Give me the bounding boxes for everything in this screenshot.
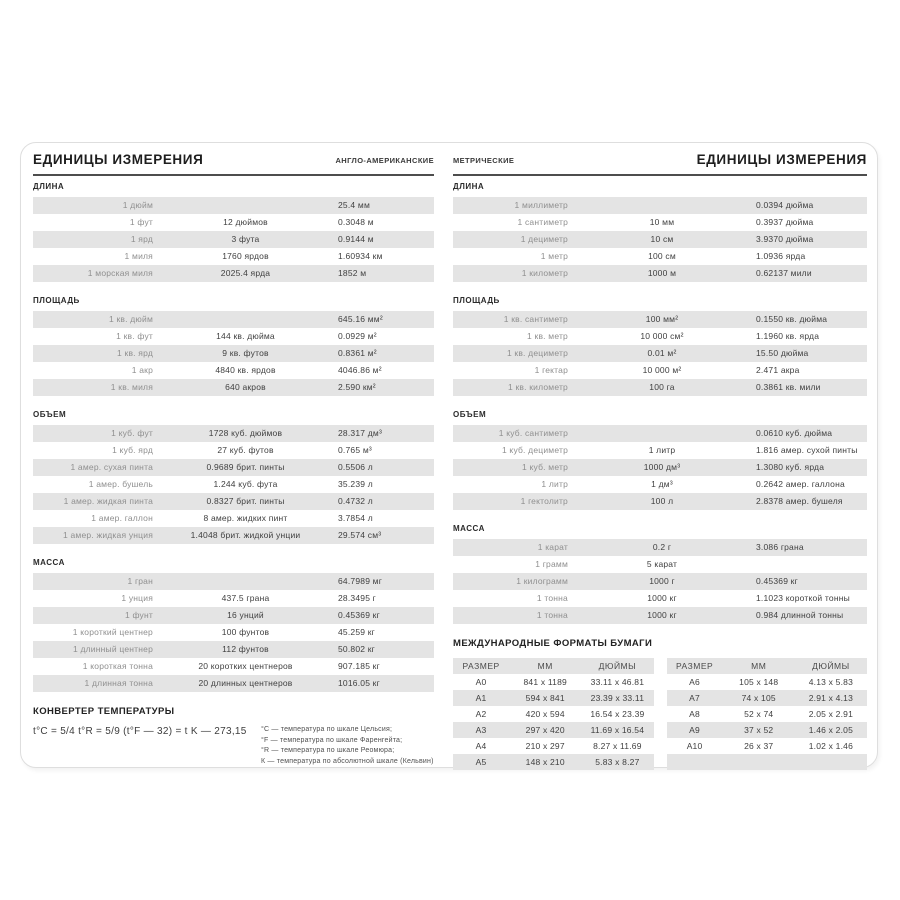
table-row xyxy=(453,425,867,442)
paper-size-cell: A1 xyxy=(475,693,487,703)
section-heading: ПЛОЩАДЬ xyxy=(453,296,500,305)
paper-size-cell: A4 xyxy=(475,741,487,751)
value-cell xyxy=(756,556,867,573)
unit-cell: 1 ярд xyxy=(130,234,153,244)
unit-cell: 1 литр xyxy=(541,479,568,489)
paper-column-header: ММ xyxy=(537,661,553,671)
paper-mm-cell: 594 x 841 xyxy=(525,693,565,703)
value-cell: 0.5506 л xyxy=(338,462,373,472)
paper-table-row xyxy=(453,722,654,738)
section-heading: ПЛОЩАДЬ xyxy=(33,296,80,305)
value-cell: 1852 м xyxy=(338,268,367,278)
unit-cell: 1 морская миля xyxy=(87,268,153,278)
table-row xyxy=(33,510,434,527)
paper-mm-cell: 26 x 37 xyxy=(744,741,774,751)
unit-cell: 1 кв. ярд xyxy=(117,348,153,358)
paper-table-row xyxy=(667,690,868,706)
temperature-note: °R — температура по шкале Реомюра; xyxy=(261,747,395,754)
table-row xyxy=(453,248,867,265)
equivalent-cell: 1760 ярдов xyxy=(222,251,269,261)
value-cell: 0.3937 дюйма xyxy=(756,217,814,227)
unit-cell: 1 гектар xyxy=(534,365,568,375)
unit-cell: 1 куб. метр xyxy=(522,462,568,472)
equivalent-cell: 100 га xyxy=(649,382,675,392)
table-row xyxy=(453,573,867,590)
temperature-note: °F — температура по шкале Фаренгейта; xyxy=(261,736,403,744)
unit-cell: 1 кв. дециметр xyxy=(506,348,568,358)
paper-size-cell: A5 xyxy=(475,757,487,767)
paper-column-header: ММ xyxy=(751,661,767,671)
equivalent-cell: 0.8327 брит. пинты xyxy=(206,496,285,506)
unit-section xyxy=(453,524,867,624)
table-row xyxy=(33,493,434,510)
table-row xyxy=(33,197,434,214)
reference-card xyxy=(20,142,878,768)
value-cell: 4046.86 м² xyxy=(338,365,382,375)
unit-cell: 1 грамм xyxy=(535,559,568,569)
unit-cell: 1 метр xyxy=(540,251,568,261)
value-cell: 0.0929 м² xyxy=(338,331,377,341)
unit-section xyxy=(453,410,867,510)
value-cell: 2.8378 амер. бушеля xyxy=(756,496,843,506)
table-row xyxy=(453,476,867,493)
unit-cell: 1 дециметр xyxy=(520,234,568,244)
paper-mm-cell: 210 x 297 xyxy=(525,741,565,751)
paper-table-row xyxy=(453,706,654,722)
equivalent-cell: 1000 м xyxy=(647,268,677,278)
equivalent-cell: 20 длинных центнеров xyxy=(198,678,293,688)
paper-table-row xyxy=(453,674,654,690)
table-row xyxy=(33,442,434,459)
equivalent-cell: 1000 г xyxy=(649,576,675,586)
table-row xyxy=(453,607,867,624)
unit-cell: 1 куб. ярд xyxy=(112,445,153,455)
unit-cell: 1 куб. дециметр xyxy=(501,445,568,455)
unit-cell: 1 короткий центнер xyxy=(72,627,153,637)
paper-table-row xyxy=(453,738,654,754)
unit-cell: 1 короткая тонна xyxy=(82,661,153,671)
paper-mm-cell: 37 x 52 xyxy=(744,725,774,735)
value-cell: 0.3861 кв. мили xyxy=(756,382,821,392)
right-sections xyxy=(453,182,867,624)
value-cell: 0.765 м³ xyxy=(338,445,372,455)
equivalent-cell: 1728 куб. дюймов xyxy=(208,428,283,438)
paper-mm-cell: 297 x 420 xyxy=(525,725,565,735)
unit-section xyxy=(453,182,867,282)
table-row xyxy=(33,476,434,493)
table-row xyxy=(33,675,434,692)
equivalent-cell: 5 карат xyxy=(646,559,678,569)
paper-mm-cell: 841 x 1189 xyxy=(523,677,567,687)
value-cell: 3.9370 дюйма xyxy=(756,234,814,244)
value-cell: 0.984 длинной тонны xyxy=(756,610,844,620)
table-row xyxy=(453,379,867,396)
paper-table-row xyxy=(667,754,868,770)
equivalent-cell: 0.2 г xyxy=(652,542,672,552)
right-page-header xyxy=(453,143,867,176)
paper-column-header: РАЗМЕР xyxy=(462,661,500,671)
table-row xyxy=(453,539,867,556)
paper-size-cell: A8 xyxy=(689,709,700,719)
value-cell: 45.259 кг xyxy=(338,627,375,637)
conversion-table xyxy=(453,539,867,624)
paper-size-cell: A2 xyxy=(475,709,487,719)
equivalent-cell: 640 акров xyxy=(225,382,266,392)
table-row xyxy=(453,231,867,248)
paper-mm-cell: 74 x 105 xyxy=(741,693,776,703)
temperature-note: °C — температура по шкале Цельсия; xyxy=(261,726,393,733)
equivalent-cell: 100 л xyxy=(650,496,674,506)
unit-cell: 1 амер. бушель xyxy=(88,479,153,489)
value-cell: 0.4732 л xyxy=(338,496,373,506)
unit-cell: 1 амер. галлон xyxy=(91,513,153,523)
paper-inch-cell: 33.11 x 46.81 xyxy=(590,677,645,687)
paper-inch-cell: 16.54 x 23.39 xyxy=(590,709,645,719)
value-cell: 0.45369 кг xyxy=(756,576,798,586)
equivalent-cell: 10 мм xyxy=(649,217,675,227)
equivalent-cell: 3 фута xyxy=(231,234,260,244)
section-heading: ДЛИНА xyxy=(33,182,65,191)
paper-size-cell: A6 xyxy=(689,677,700,687)
paper-mm-cell: 105 x 148 xyxy=(739,677,779,687)
conversion-table xyxy=(33,425,434,544)
conversion-table xyxy=(453,425,867,510)
unit-cell: 1 амер. сухая пинта xyxy=(70,462,153,472)
temperature-formula: t°C = 5/4 t°R = 5/9 (t°F — 32) = t K — 273,15 xyxy=(33,726,247,737)
table-row xyxy=(453,214,867,231)
unit-cell: 1 сантиметр xyxy=(517,217,568,227)
value-cell: 907.185 кг xyxy=(338,661,380,671)
table-row xyxy=(33,641,434,658)
table-row xyxy=(33,573,434,590)
equivalent-cell: 0.9689 брит. пинты xyxy=(206,462,285,472)
left-sections xyxy=(33,182,434,692)
unit-cell: 1 миля xyxy=(124,251,153,261)
paper-table-row xyxy=(667,722,868,738)
section-heading: ОБЪЕМ xyxy=(33,410,67,419)
page-subtitle-metric: МЕТРИЧЕСКИЕ xyxy=(453,156,515,165)
unit-section xyxy=(33,558,434,692)
table-row xyxy=(33,607,434,624)
value-cell: 28.317 дм³ xyxy=(338,428,382,438)
table-row xyxy=(33,590,434,607)
equivalent-cell: 100 мм² xyxy=(645,314,679,324)
paper-size-cell: A3 xyxy=(475,725,487,735)
equivalent-cell: 1000 кг xyxy=(647,610,677,620)
table-row xyxy=(453,362,867,379)
paper-column-header: РАЗМЕР xyxy=(675,661,714,671)
unit-section xyxy=(453,296,867,396)
table-row xyxy=(33,311,434,328)
paper-table-header-row xyxy=(667,658,868,674)
paper-table-row xyxy=(667,706,868,722)
equivalent-cell xyxy=(568,197,756,214)
equivalent-cell xyxy=(568,425,756,442)
paper-inch-cell: 2.05 x 2.91 xyxy=(808,709,854,719)
equivalent-cell: 1 литр xyxy=(648,445,676,455)
value-cell: 35.239 л xyxy=(338,479,373,489)
table-row xyxy=(33,214,434,231)
left-page xyxy=(33,143,434,767)
unit-cell: 1 миллиметр xyxy=(514,200,568,210)
equivalent-cell: 4840 кв. ярдов xyxy=(215,365,276,375)
paper-table-row xyxy=(667,738,868,754)
unit-cell: 1 куб. сантиметр xyxy=(498,428,568,438)
unit-cell: 1 фут xyxy=(129,217,153,227)
paper-size-cell: A10 xyxy=(686,741,703,751)
equivalent-cell xyxy=(153,311,338,328)
equivalent-cell: 16 унций xyxy=(227,610,264,620)
conversion-table xyxy=(453,311,867,396)
equivalent-cell: 100 фунтов xyxy=(221,627,270,637)
section-heading: МАССА xyxy=(33,558,65,567)
unit-cell: 1 унция xyxy=(121,593,153,603)
value-cell: 1016.05 кг xyxy=(338,678,380,688)
equivalent-cell: 437.5 грана xyxy=(221,593,270,603)
value-cell: 29.574 см³ xyxy=(338,530,382,540)
value-cell: 0.45369 кг xyxy=(338,610,380,620)
value-cell: 0.0610 куб. дюйма xyxy=(756,428,833,438)
table-row xyxy=(453,345,867,362)
value-cell: 3.086 грана xyxy=(756,542,804,552)
page-title: ЕДИНИЦЫ ИЗМЕРЕНИЯ xyxy=(33,152,204,167)
value-cell: 1.816 амер. сухой пинты xyxy=(756,445,858,455)
paper-size-cell: A7 xyxy=(689,693,700,703)
paper-inch-cell: 8.27 x 11.69 xyxy=(593,741,642,751)
equivalent-cell: 144 кв. дюйма xyxy=(216,331,275,341)
value-cell: 1.60934 км xyxy=(338,251,383,261)
value-cell: 3.7854 л xyxy=(338,513,373,523)
unit-cell: 1 фунт xyxy=(124,610,153,620)
conversion-table xyxy=(33,197,434,282)
temperature-note: К — температура по абсолютной шкале (Кельвин) xyxy=(261,757,434,765)
table-row xyxy=(33,379,434,396)
equivalent-cell: 100 см xyxy=(648,251,676,261)
equivalent-cell xyxy=(153,573,338,590)
temperature-body xyxy=(33,725,434,767)
page-title: ЕДИНИЦЫ ИЗМЕРЕНИЯ xyxy=(696,152,867,167)
table-row xyxy=(33,624,434,641)
table-row xyxy=(453,590,867,607)
unit-cell: 1 тонна xyxy=(536,593,568,603)
paper-size-cell: A0 xyxy=(475,677,487,687)
paper-table-header-row xyxy=(453,658,654,674)
table-row xyxy=(33,362,434,379)
equivalent-cell: 1 дм³ xyxy=(651,479,673,489)
unit-section xyxy=(33,410,434,544)
equivalent-cell: 10 см xyxy=(650,234,674,244)
unit-cell: 1 килограмм xyxy=(516,576,568,586)
equivalent-cell: 1.244 куб. фута xyxy=(213,479,278,489)
conversion-table xyxy=(33,573,434,692)
value-cell: 2.471 акра xyxy=(756,365,800,375)
temperature-heading: КОНВЕРТЕР ТЕМПЕРАТУРЫ xyxy=(33,706,175,717)
unit-cell: 1 карат xyxy=(537,542,568,552)
paper-table-a xyxy=(453,658,654,770)
value-cell: 0.0394 дюйма xyxy=(756,200,814,210)
unit-cell: 1 акр xyxy=(131,365,153,375)
section-heading: МАССА xyxy=(453,524,485,533)
unit-cell: 1 кв. фут xyxy=(116,331,153,341)
unit-cell: 1 куб. фут xyxy=(111,428,153,438)
unit-cell: 1 километр xyxy=(521,268,568,278)
value-cell: 0.3048 м xyxy=(338,217,374,227)
equivalent-cell: 1000 кг xyxy=(647,593,677,603)
value-cell: 0.1550 кв. дюйма xyxy=(756,314,828,324)
value-cell: 0.9144 м xyxy=(338,234,374,244)
unit-cell: 1 длинная тонна xyxy=(84,678,153,688)
table-row xyxy=(33,328,434,345)
value-cell: 1.3080 куб. ярда xyxy=(756,462,825,472)
table-row xyxy=(33,248,434,265)
equivalent-cell: 1.4048 брит. жидкой унции xyxy=(190,530,301,540)
table-row xyxy=(453,265,867,282)
table-row xyxy=(453,311,867,328)
left-page-header xyxy=(33,143,434,176)
table-row xyxy=(453,493,867,510)
paper-table-row xyxy=(453,754,654,770)
equivalent-cell: 8 амер. жидких пинт xyxy=(203,513,288,523)
temperature-converter xyxy=(33,706,434,767)
table-row xyxy=(33,459,434,476)
equivalent-cell: 10 000 м² xyxy=(642,365,682,375)
equivalent-cell: 1000 дм³ xyxy=(643,462,681,472)
paper-mm-cell: 420 x 594 xyxy=(525,709,565,719)
table-row xyxy=(453,442,867,459)
equivalent-cell: 2025.4 ярда xyxy=(220,268,271,278)
unit-cell: 1 гран xyxy=(127,576,153,586)
conversion-table xyxy=(33,311,434,396)
equivalent-cell: 112 фунтов xyxy=(222,644,269,654)
value-cell: 2.590 км² xyxy=(338,382,376,392)
unit-cell: 1 длинный центнер xyxy=(73,644,153,654)
table-row xyxy=(453,556,867,573)
table-row xyxy=(453,328,867,345)
paper-inch-cell: 1.02 x 1.46 xyxy=(808,741,854,751)
value-cell: 0.8361 м² xyxy=(338,348,377,358)
paper-formats xyxy=(453,638,867,770)
equivalent-cell: 9 кв. футов xyxy=(222,348,269,358)
paper-size-cell xyxy=(667,754,723,770)
unit-cell: 1 дюйм xyxy=(122,200,153,210)
section-heading: ОБЪЕМ xyxy=(453,410,487,419)
paper-column-header: ДЮЙМЫ xyxy=(598,661,637,671)
unit-cell: 1 кв. километр xyxy=(507,382,568,392)
paper-formats-heading: МЕЖДУНАРОДНЫЕ ФОРМАТЫ БУМАГИ xyxy=(453,638,653,649)
paper-tables xyxy=(453,658,867,770)
paper-inch-cell: 11.69 x 16.54 xyxy=(590,725,645,735)
unit-cell: 1 кв. сантиметр xyxy=(503,314,568,324)
value-cell: 1.0936 ярда xyxy=(756,251,806,261)
paper-inch-cell: 4.13 x 5.83 xyxy=(808,677,854,687)
paper-table-row xyxy=(453,690,654,706)
value-cell: 25.4 мм xyxy=(338,200,370,210)
equivalent-cell: 10 000 см² xyxy=(640,331,684,341)
unit-cell: 1 амер. жидкая унция xyxy=(63,530,153,540)
unit-cell: 1 кв. дюйм xyxy=(109,314,153,324)
value-cell: 15.50 дюйма xyxy=(756,348,809,358)
value-cell: 0.2642 амер. галлона xyxy=(756,479,845,489)
value-cell: 645.16 мм² xyxy=(338,314,383,324)
table-row xyxy=(33,231,434,248)
unit-section xyxy=(33,182,434,282)
value-cell: 50.802 кг xyxy=(338,644,375,654)
value-cell: 0.62137 мили xyxy=(756,268,812,278)
table-row xyxy=(453,197,867,214)
paper-inch-cell: 5.83 x 8.27 xyxy=(595,757,640,767)
paper-inch-cell: 23.39 x 33.11 xyxy=(590,693,645,703)
section-heading: ДЛИНА xyxy=(453,182,485,191)
conversion-table xyxy=(453,197,867,282)
unit-cell: 1 гектолитр xyxy=(520,496,568,506)
equivalent-cell: 20 коротких центнеров xyxy=(198,661,293,671)
temperature-notes xyxy=(261,725,434,767)
unit-cell: 1 кв. метр xyxy=(527,331,568,341)
paper-inch-cell: 2.91 x 4.13 xyxy=(808,693,854,703)
paper-mm-cell xyxy=(723,754,795,770)
paper-mm-cell: 148 x 210 xyxy=(525,757,565,767)
value-cell: 28.3495 г xyxy=(338,593,376,603)
unit-section xyxy=(33,296,434,396)
page-subtitle-anglo-american: АНГЛО-АМЕРИКАНСКИЕ xyxy=(335,156,434,165)
equivalent-cell: 27 куб. футов xyxy=(217,445,274,455)
value-cell: 64.7989 мг xyxy=(338,576,383,586)
equivalent-cell xyxy=(153,197,338,214)
unit-cell: 1 тонна xyxy=(536,610,568,620)
paper-inch-cell: 1.46 x 2.05 xyxy=(808,725,854,735)
equivalent-cell: 12 дюймов xyxy=(223,217,268,227)
paper-table-row xyxy=(667,674,868,690)
equivalent-cell: 0.01 м² xyxy=(647,348,677,358)
table-row xyxy=(33,658,434,675)
unit-cell: 1 амер. жидкая пинта xyxy=(63,496,153,506)
table-row xyxy=(33,265,434,282)
right-page xyxy=(453,143,867,770)
table-row xyxy=(453,459,867,476)
table-row xyxy=(33,425,434,442)
table-row xyxy=(33,527,434,544)
paper-inch-cell xyxy=(795,754,867,770)
paper-mm-cell: 52 x 74 xyxy=(744,709,774,719)
paper-table-b xyxy=(667,658,868,770)
value-cell: 1.1023 короткой тонны xyxy=(756,593,850,603)
paper-size-cell: A9 xyxy=(689,725,700,735)
unit-cell: 1 кв. миля xyxy=(110,382,153,392)
table-row xyxy=(33,345,434,362)
paper-column-header: ДЮЙМЫ xyxy=(812,661,850,671)
value-cell: 1.1960 кв. ярда xyxy=(756,331,820,341)
